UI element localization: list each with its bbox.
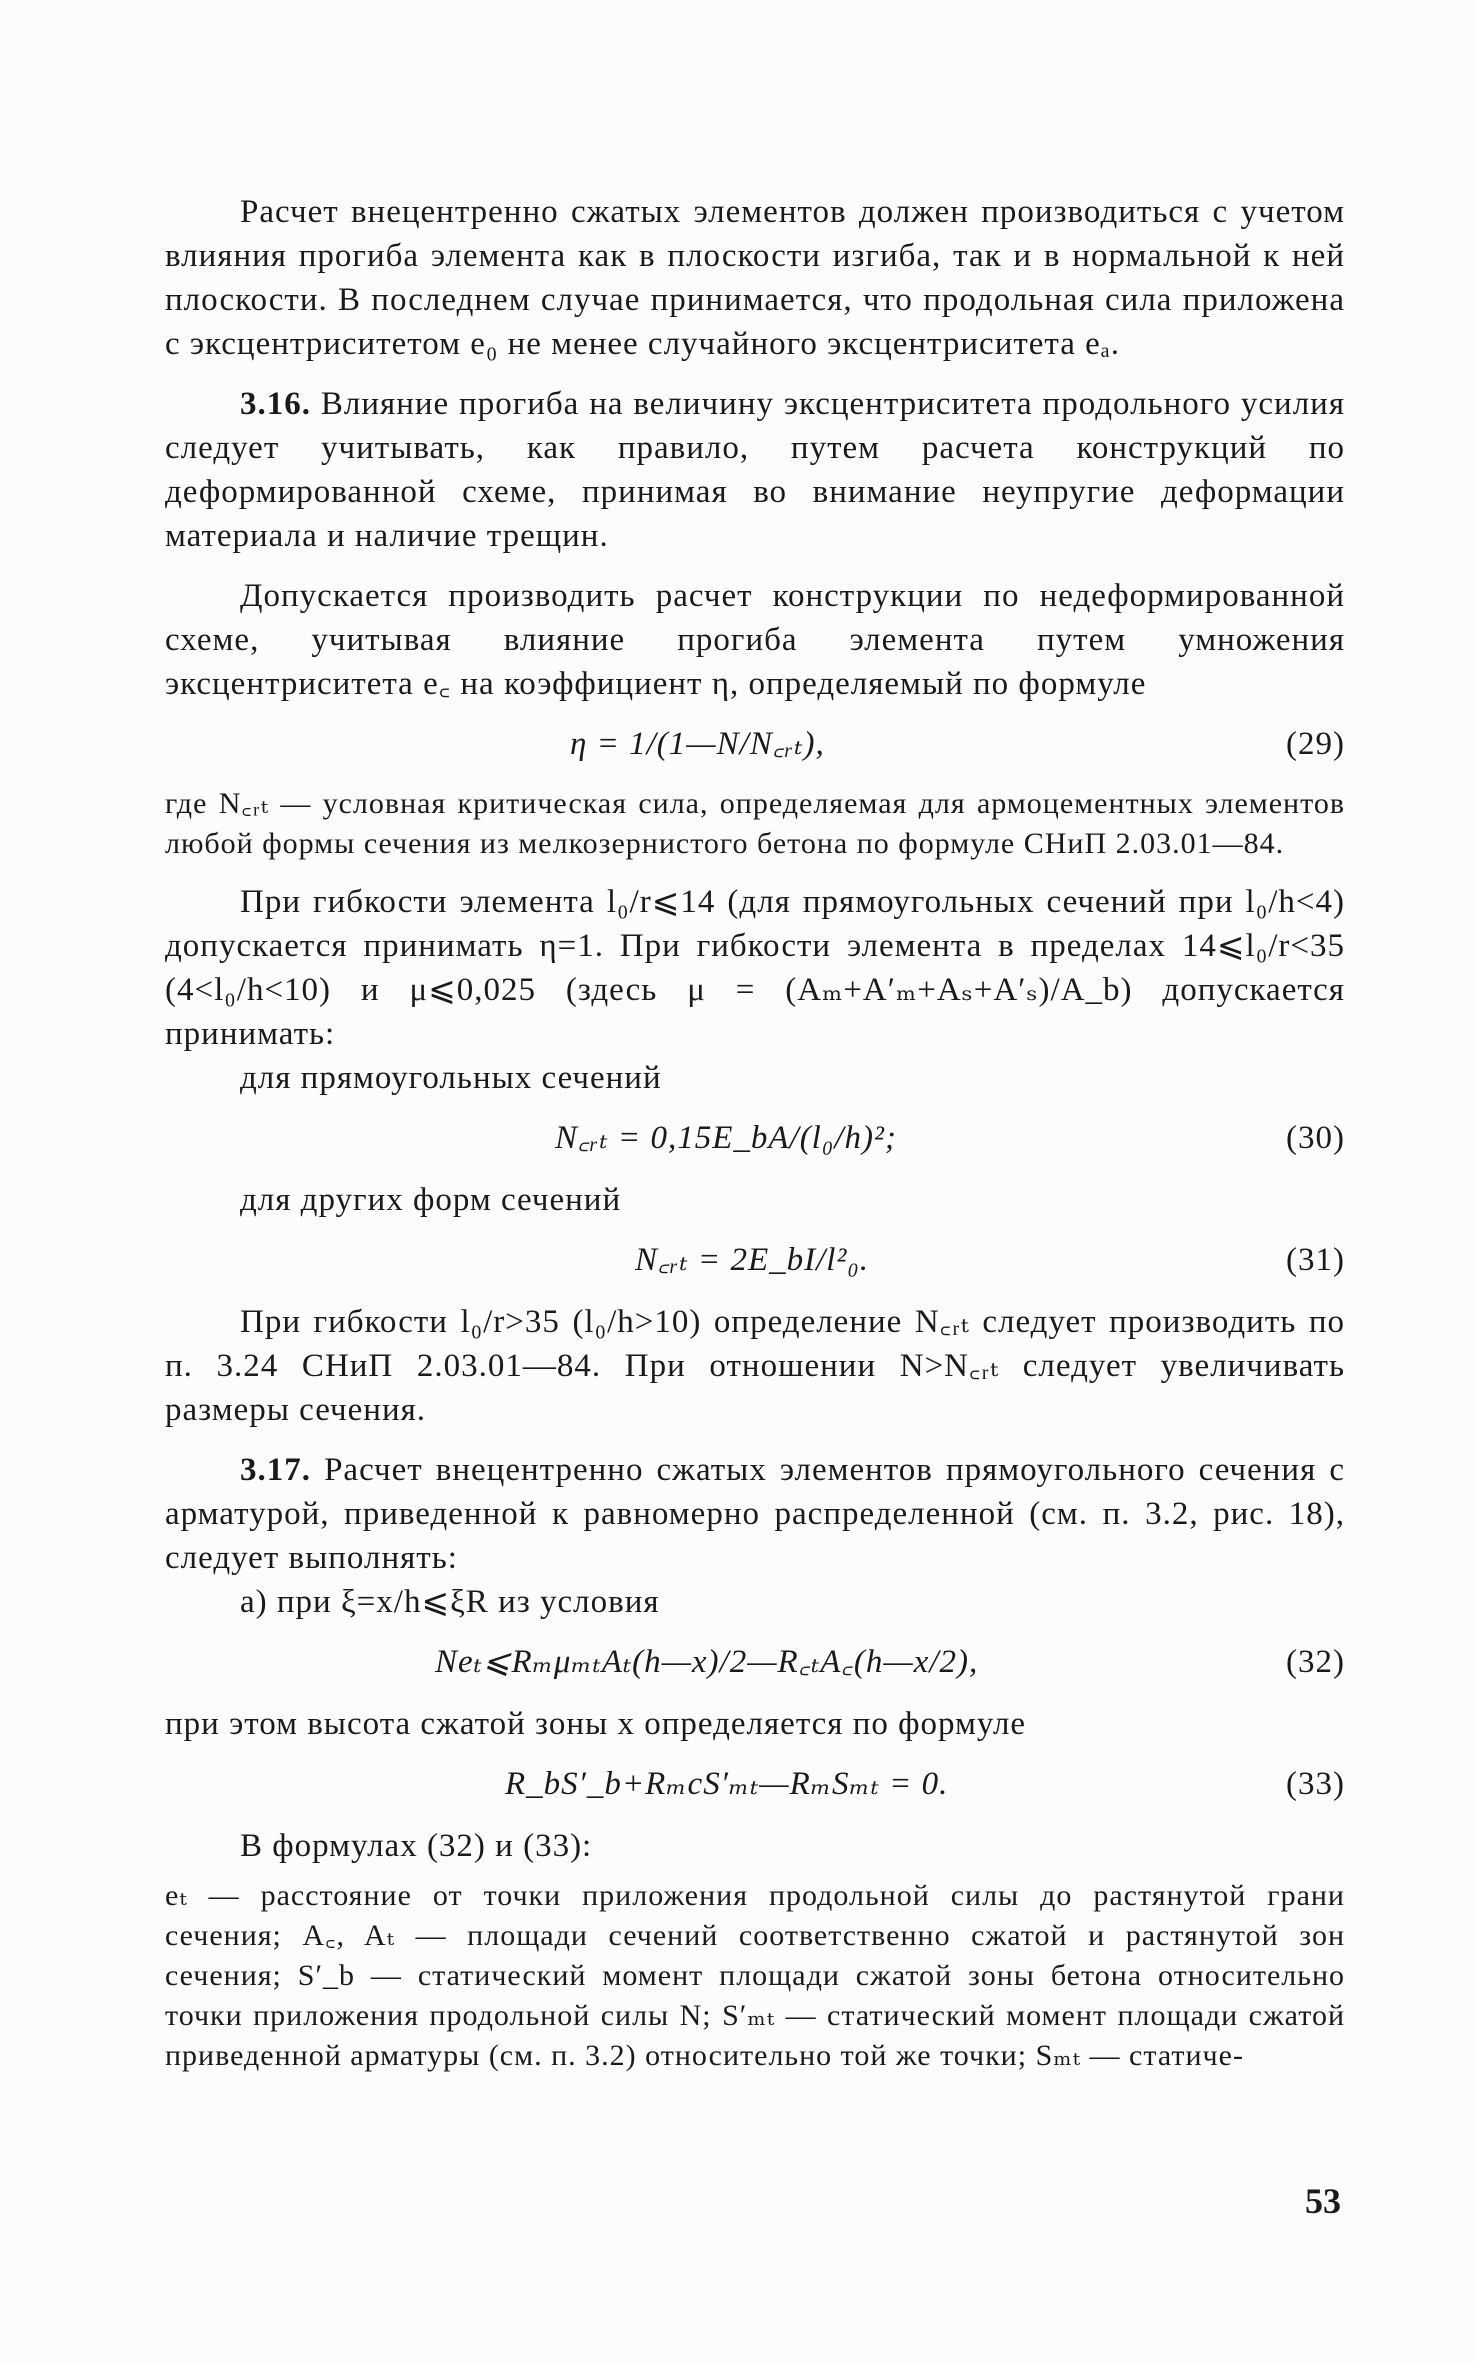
section-number-3-17: 3.17. (240, 1452, 311, 1488)
paragraph-10: а) при ξ=x/h⩽ξR из условия (240, 1584, 660, 1620)
section-number-3-16: 3.16. (240, 386, 311, 422)
paragraph-13: eₜ — расстояние от точки приложения продольной силы до растянутой грани сечения; A꜀, Aₜ — площади сечений соответственно сжатой и растянутой зон сечения; S′_b — статический момент площади сжатой зоны бетона относительно точки приложения продольной силы N; S′ₘₜ — статический момент площади сжатой приведенной арматуры (см. п. 3.2) относительно той же точки; Sₘₜ — статиче- (165, 1879, 1345, 2072)
formula-30-expression: N꜀ᵣₜ = 0,15E_bA/(l₀/h)²; (555, 1120, 897, 1156)
paragraph-1: Расчет внецентренно сжатых элементов должен производиться с учетом влияния прогиба элемента как в плоскости изгиба, так и в нормальной к ней плоскости. В последнем случае принимается, что продольная сила приложена с эксцентриситетом e₀ не менее случайного эксцентриситета eₐ. (165, 194, 1345, 362)
paragraph-11: при этом высота сжатой зоны x определяется по формуле (165, 1706, 1027, 1742)
paragraph-3-16-text: Влияние прогиба на величину эксцентриситета продольного усилия следует учитывать, как правило, путем расчета конструкций по деформированной схеме, принимая во внимание неупругие деформации материала и наличие трещин. (165, 386, 1345, 554)
formula-32-number: (32) (1286, 1644, 1345, 1680)
formula-31-number: (31) (1286, 1242, 1345, 1278)
formula-29 (165, 716, 1345, 772)
formula-33 (165, 1756, 1345, 1812)
page-number: 53 (1305, 2181, 1341, 2221)
formula-33-number: (33) (1286, 1766, 1345, 1802)
formula-32 (165, 1634, 1345, 1690)
formula-30 (165, 1110, 1345, 1166)
paragraph-12: В формулах (32) и (33): (240, 1828, 593, 1864)
paragraph-8: При гибкости l₀/r>35 (l₀/h>10) определение N꜀ᵣₜ следует производить по п. 3.24 СНиП 2.03.01—84. При отношении N>N꜀ᵣₜ следует увеличивать размеры сечения. (165, 1304, 1345, 1428)
formula-29-number: (29) (1286, 726, 1345, 762)
paragraph-6: для прямоугольных сечений (240, 1060, 662, 1096)
paragraph-5: При гибкости элемента l₀/r⩽14 (для прямоугольных сечений при l₀/h<4) допускается принимать η=1. При гибкости элемента в пределах 14⩽l₀/r<35 (4<l₀/h<10) и μ⩽0,025 (здесь μ = (Aₘ+A′ₘ+Aₛ+A′ₛ)/A_b) допускается принимать: (165, 884, 1345, 1052)
page-body (165, 190, 1345, 2076)
formula-32-expression: Neₜ⩽RₘμₘₜAₜ(h—x)/2—R꜀ₜA꜀(h—x/2), (435, 1644, 979, 1680)
formula-29-expression: η = 1/(1—N/N꜀ᵣₜ), (570, 726, 825, 762)
paragraph-3-17 (165, 1448, 1345, 1580)
paragraph-3-17-text: Расчет внецентренно сжатых элементов прямоугольного сечения с арматурой, приведенной к равномерно распределенной (см. п. 3.2, рис. 18), следует выполнять: (165, 1452, 1345, 1576)
paragraph-4: где N꜀ᵣₜ — условная критическая сила, определяемая для армоцементных элементов любой формы сечения из мелкозернистого бетона по формуле СНиП 2.03.01—84. (165, 787, 1345, 860)
paragraph-3: Допускается производить расчет конструкции по недеформированной схеме, учитывая влияние прогиба элемента путем умножения эксцентриситета e꜀ на коэффициент η, определяемый по формуле (165, 578, 1345, 702)
paragraph-3-16 (165, 382, 1345, 558)
paragraph-7: для других форм сечений (240, 1182, 622, 1218)
formula-31-expression: N꜀ᵣₜ = 2E_bI/l²₀. (635, 1242, 870, 1278)
formula-31 (165, 1232, 1345, 1288)
formula-33-expression: R_bS′_b+RₘcS′ₘₜ—RₘSₘₜ = 0. (505, 1766, 949, 1802)
formula-30-number: (30) (1286, 1120, 1345, 1156)
